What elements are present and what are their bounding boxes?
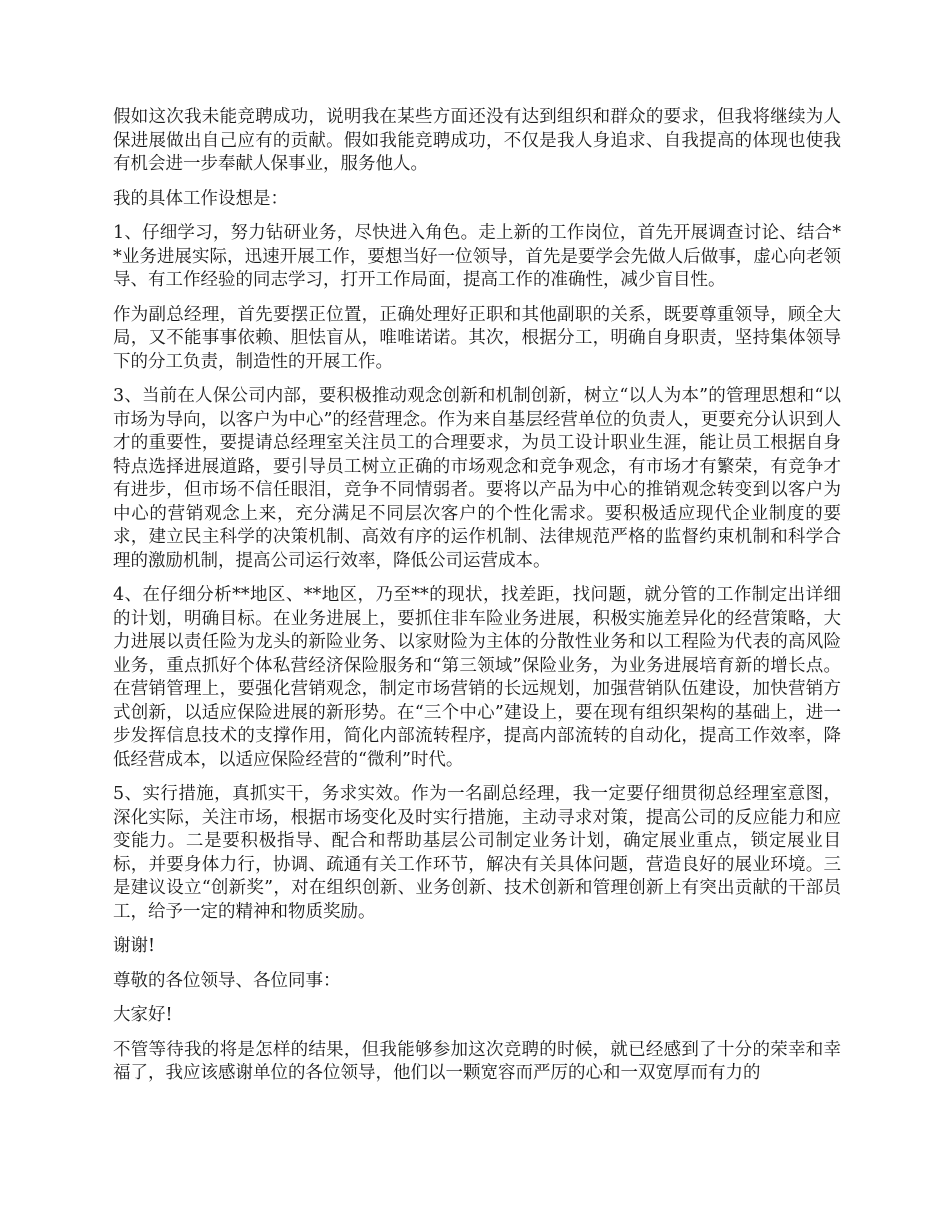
paragraph-plan-heading: 我的具体工作设想是： — [113, 188, 288, 209]
paragraph-thanks: 谢谢! — [113, 936, 156, 956]
paragraph-deputy-role: 作为副总经理，首先要摆正位置，正确处理好正职和其他副职的关系，既要尊重领导，顾全大局，又不能事事依赖、胆怯盲从，唯唯诺诺。其次，根据分工，明确自身职责，坚持集体领导下的分工负责，制造性的开展工作。 — [113, 304, 841, 372]
paragraph-closing: 不管等待我的将是怎样的结果，但我能够参加这次竞聘的时候，就已经感到了十分的荣幸和幸福了，我应该感谢单位的各位领导，他们以一颗宽容而严厉的心和一双宽厚而有力的 — [113, 1039, 841, 1083]
paragraph-intro: 假如这次我未能竞聘成功，说明我在某些方面还没有达到组织和群众的要求，但我将继续为人保进展做出自己应有的贡献。假如我能竞聘成功，不仅是我人身追求、自我提高的体现也使我有机会进一步奉献人保事业，服务他人。 — [113, 107, 841, 174]
paragraph-item-3: 3、当前在人保公司内部，要积极推动观念创新和机制创新，树立“以人为本”的管理思想和“以市场为导向，以客户为中心”的经营理念。作为来自基层经营单位的负责人，更要充分认识到人才的重要性，要提请总经理室关注员工的合理要求，为员工设计职业生涯，能让员工根据自身特点选择进展道路，要引导员工树立正确的市场观念和竞争观念，有市场才有繁荣，有竞争才有进步，但市场不信任眼泪，竞争不同情弱者。要将以产品为中心的推销观念转变到以客户为中心的营销观念上来，充分满足不同层次客户的个性化需求。要积极适应现代企业制度的要求，建立民主科学的决策机制、高效有序的运作机制、法律规范严格的监督约束机制和科学合理的激励机制，提高公司运行效率，降低公司运营成本。 — [113, 386, 841, 571]
paragraph-salutation: 尊敬的各位领导、各位同事： — [113, 970, 341, 991]
paragraph-greeting: 大家好! — [113, 1005, 173, 1025]
paragraph-item-1: 1、仔细学习，努力钻研业务，尽快进入角色。走上新的工作岗位，首先开展调查讨论、结合**业务进展实际，迅速开展工作，要想当好一位领导，首先是要学会先做人后做事，虚心向老领导、有工作经验的同志学习，打开工作局面，提高工作的准确性，减少盲目性。 — [113, 223, 841, 290]
document-page — [113, 106, 841, 1097]
paragraph-item-5: 5、实行措施，真抓实干，务求实效。作为一名副总经理，我一定要仔细贯彻总经理室意图，深化实际，关注市场，根据市场变化及时实行措施，主动寻求对策，提高公司的反应能力和应变能力。二是要积极指导、配合和帮助基层公司制定业务计划，确定展业重点，锁定展业目标，并要身体力行，协调、疏通有关工作环节，解决有关具体问题，营造良好的展业环境。三是建议设立“创新奖”，对在组织创新、业务创新、技术创新和管理创新上有突出贡献的干部员工，给予一定的精神和物质奖励。 — [113, 784, 841, 922]
paragraph-item-4: 4、在仔细分析**地区、**地区，乃至**的现状，找差距，找问题，就分管的工作制定出详细的计划，明确目标。在业务进展上，要抓住非车险业务进展，积极实施差异化的经营策略，大力进展以责任险为龙头的新险业务、以家财险为主体的分散性业务和以工程险为代表的高风险业务，重点抓好个体私营经济保险服务和“第三领域”保险业务，为业务进展培育新的增长点。在营销管理上，要强化营销观念，制定市场营销的长远规划，加强营销队伍建设，加快营销方式创新，以适应保险进展的新形势。在“三个中心”建设上，要在现有组织架构的基础上，进一步发挥信息技术的支撑作用，简化内部流转程序，提高内部流转的自动化，提高工作效率，降低经营成本，以适应保险经营的“微利”时代。 — [113, 585, 841, 770]
